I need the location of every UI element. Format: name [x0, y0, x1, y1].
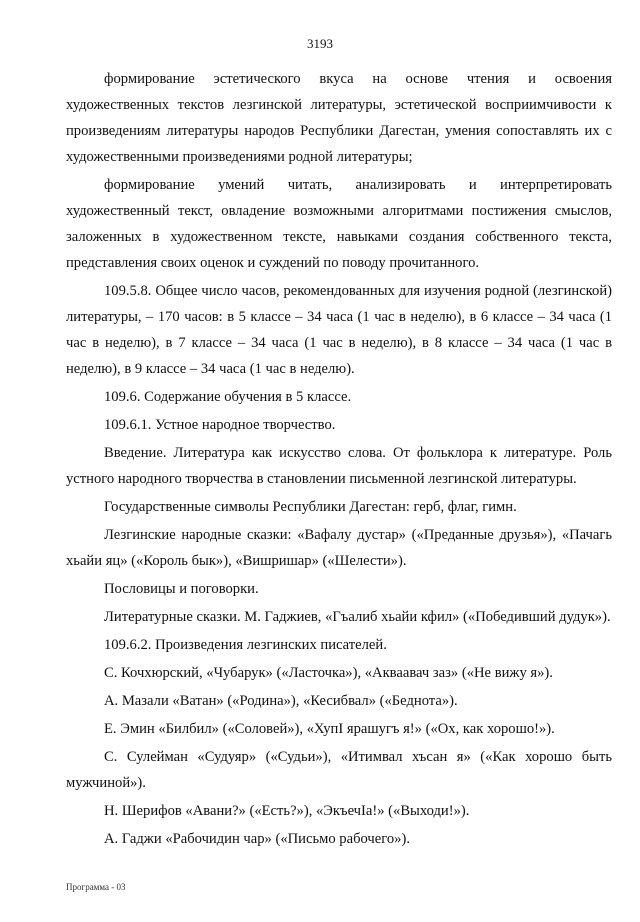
page-number: 3193 — [307, 36, 333, 51]
paragraph-folk-tales: Лезгинские народные сказки: «Вафалу дустар» («Преданные друзья»), «Пачагь хьайи яц» («Король бык»), «Вишришар» («Шелести»). — [66, 527, 612, 569]
paragraph-total-hours: 109.5.8. Общее число часов, рекомендованных для изучения родной (лезгинской) литературы, – 170 часов: в 5 классе – 34 часа (1 час в неделю), в 6 классе – 34 часа (1 час в неделю), в 7 классе – 34 часа (1 час в неделю), в 8 классе – 34 часа (1 час в неделю), в 9 классе – 34 часа (1 час в неделю). — [66, 283, 612, 377]
paragraph-literary-tales: Литературные сказки. М. Гаджиев, «Гъалиб хьайи кфил» («Победивший дудук»). — [104, 609, 611, 625]
paragraph-emin: Е. Эмин «Билбил» («Соловей»), «ХупI ярашугъ я!» («Ох, как хорошо!»). — [104, 721, 555, 737]
page-footer: Программа - 03 — [66, 882, 126, 892]
section-heading-writers: 109.6.2. Произведения лезгинских писателей. — [104, 637, 387, 653]
paragraph-gadzhi: А. Гаджи «Рабочидин чар» («Письмо рабочего»). — [104, 831, 410, 847]
paragraph-suleiman: С. Сулейман «Судуяр» («Судьи»), «Итимвал хъсан я» («Как хорошо быть мужчиной»). — [66, 749, 612, 791]
paragraph-mazali: А. Мазали «Ватан» («Родина»), «Кесибвал» («Беднота»). — [104, 693, 458, 709]
paragraph-kochkhyursky: С. Кочхюрский, «Чубарук» («Ласточка»), «Акваавач заз» («Не вижу я»). — [104, 665, 553, 681]
paragraph-aesthetic-taste: формирование эстетического вкуса на основе чтения и освоения художественных текстов лезгинской литературы, эстетической восприимчивости к произведениям литературы народов Республики Дагестан, умения сопоставлять их с художественными произведениями родной литературы; — [66, 71, 612, 165]
paragraph-introduction: Введение. Литература как искусство слова. От фольклора к литературе. Роль устного народного творчества в становлении письменной лезгинской литературы. — [66, 445, 612, 487]
section-heading-folklore: 109.6.1. Устное народное творчество. — [104, 417, 336, 433]
paragraph-proverbs: Пословицы и поговорки. — [104, 581, 259, 597]
paragraph-state-symbols: Государственные символы Республики Дагестан: герб, флаг, гимн. — [104, 499, 517, 515]
document-body — [66, 66, 612, 852]
paragraph-sherifov: Н. Шерифов «Авани?» («Есть?»), «ЭкъечIа!» («Выходи!»). — [104, 803, 470, 819]
paragraph-reading-skills: формирование умений читать, анализировать и интерпретировать художественный текст, овладение возможными алгоритмами постижения смыслов, заложенных в художественном тексте, навыками создания собственного текста, представления своих оценок и суждений по поводу прочитанного. — [66, 177, 612, 271]
section-heading-grade-5: 109.6. Содержание обучения в 5 классе. — [104, 389, 352, 405]
